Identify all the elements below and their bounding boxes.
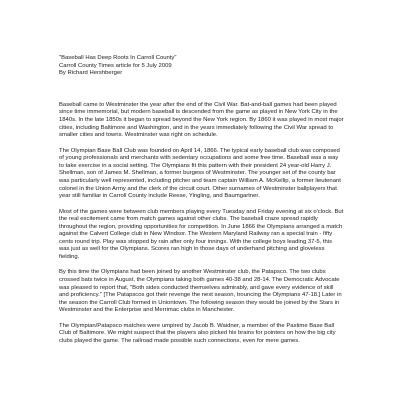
article-title: "Baseball Has Deep Roots In Carroll County" — [59, 55, 177, 61]
paragraph: The Olympian Base Ball Club was founded on April 14, 1866. The typical early baseball club was composed of young professionals and merchants with sedentary occupations and some free time. Baseball was a way to take exercise in a social setting. The Olympians fit this pattern with their president 24 year-old Harry J. Shellman, son of James M. Shellman, a former burgess of Westminster. The younger set of the county bar was particularly well represented, including pitcher and team captain William A. McKellip, a former lieutenant colonel in the Union Army and the clerk of the circuit court. Other surnames of Westminster ballplayers that year still familiar in Carroll County include Reese, Yingling, and Baumgartner. — [59, 147, 341, 200]
paragraph: By this time the Olympians had been joined by another Westminster club, the Patapsco. The two clubs crossed bats twice in August, the Olympians taking both games 40-38 and 28-14. The Democratic Advocate was pleased to report that, "Both sides conducted themselves admirably, and gave every evidence of skill and proficiency." [The Patapscos got their revenge the next season, trouncing the Olympians 47-18.] Later in the season the Carroll Club formed in Uniontown. The following season they would be joined by the Stars in Westminster and the Enterprise and Merrimac clubs in Manchester. — [59, 269, 342, 314]
paragraph: Baseball came to Westminster the year after the end of the Civil War. Bat-and-ball games had been played since time immemorial, but modern baseball is descended from the game as played in New York City in the 1840s. In the late 1850s it began to spread beyond the New York region. By 1860 it was played in most major cities, including Baltimore and Washington, and in the years immediately following the Civil War spread to smaller cities and towns. Westminster was right on schedule. — [59, 101, 344, 139]
article-body — [59, 102, 344, 346]
paragraph: Most of the games were between club members playing every Tuesday and Friday evening at six o'clock. But the real excitement came from match games against other clubs. The baseball craze spread rapidly throughout the region, providing opportunities for competition. In June 1866 the Olympians arranged a match against the Calvert College club in New Windsor. The Western Maryland Railway ran a special train - fifty cents round trip. Play was stopped by rain after only four innings. With the college boys leading 37-5, this was just as well for the Olympians. Scores ran high in those days of underhand pitching and gloveless fielding. — [59, 208, 344, 261]
article-author: By Richard Hershberger — [59, 70, 123, 77]
paragraph: The Olympian/Patapsco matches were umpired by Jacob B. Waidner, a member of the Pastime Base Ball Club of Baltimore. We might suspect that the players also picked his brains for pointers on how the big city clubs played the game. The railroad made possible such connections, even for mere games. — [59, 322, 336, 344]
article-source: Carroll County Times article for 5 July 2009 — [59, 62, 172, 69]
article-header — [59, 55, 344, 78]
